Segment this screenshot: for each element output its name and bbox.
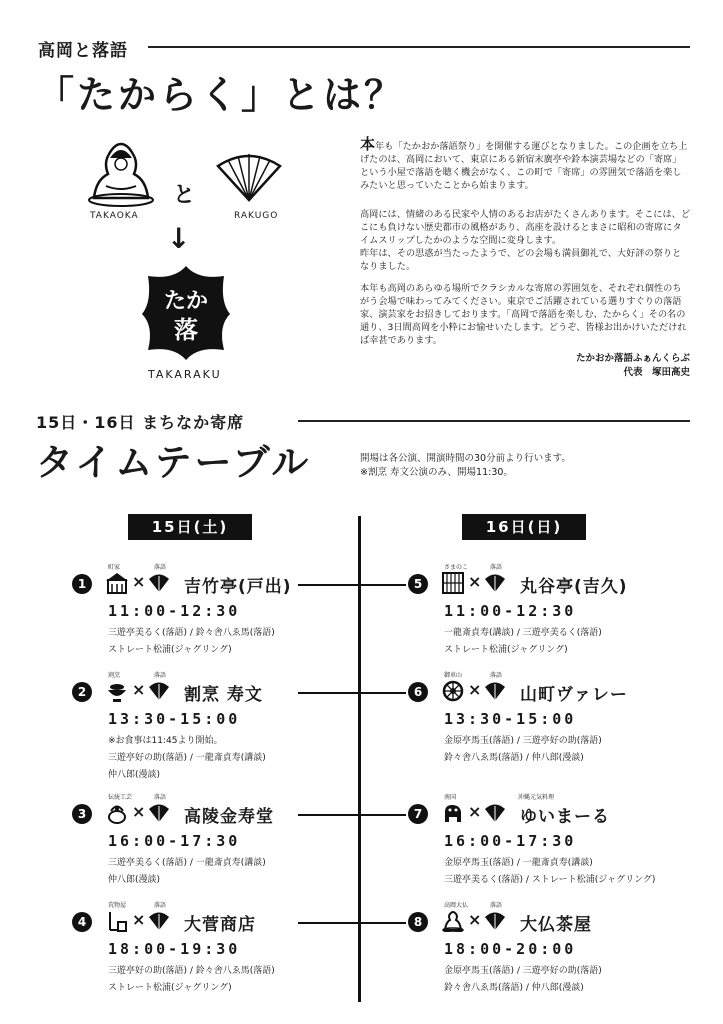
performer-line: 金原亭馬玉(落語) / 一龍斎貞寿(講談) (444, 858, 593, 868)
connector-line (298, 922, 406, 924)
note-line-1: 開場は各公演、開演時間の30分前より行います。 (360, 453, 571, 464)
signature-org: たかおか落語ふぁんくらぶ (575, 353, 690, 364)
rakugo-tag: 落語 (154, 672, 167, 679)
timetable-note (360, 452, 680, 480)
connector-line (298, 814, 406, 816)
performance-time: 16:00-17:30 (444, 832, 577, 850)
connector-line (298, 584, 406, 586)
venue-tag: 伝統工芸 (108, 794, 133, 801)
section-kicker: 高岡と落語 (38, 41, 128, 61)
venue-tag: 御車山 (444, 672, 463, 679)
day-badge-15: 15日(土) (128, 514, 252, 540)
connector-line (298, 692, 406, 694)
performer-line: 三遊亭美るく(落語) / 鈴々舎八ゑ馬(落語) (108, 628, 275, 638)
venue-name: 割烹 寿文 (184, 685, 263, 705)
performer-line: 鈴々舎八ゑ馬(落語) / 仲八郎(漫談) (444, 753, 584, 763)
takaraku-label: TAKARAKU (148, 368, 222, 381)
cross-mark: × (468, 802, 482, 821)
intro-paragraph-3: 本年も高岡のあらゆる場所でクラシカルな寄席の雰囲気を、それぞれ個性のちがう会場で味わってみてください。東京でご活躍されている選りすぐりの落語家、演芸家をお招きしております。「高岡で落語を楽しむ、たからく」その名の通り、3日間高岡を小粋にお愉せいたします。どうぞ、皆様お出かけいただければ幸甚であります。 (360, 283, 687, 346)
rakugo-tag: 落語 (490, 564, 503, 571)
performer-line: 三遊亭好の助(落語) / 一龍斎貞寿(講談) (108, 753, 266, 763)
performer-line: 三遊亭好の助(落語) / 鈴々舎八ゑ馬(落語) (108, 966, 275, 976)
page-title: 「たからく」とは？ (36, 73, 406, 117)
fan-icon (148, 680, 170, 702)
fan-icon (484, 572, 506, 594)
venue-number: 7 (408, 804, 428, 824)
venue-tag: 割烹 (108, 672, 121, 679)
dropcap: 本 (360, 135, 376, 153)
shisa-icon (442, 802, 464, 824)
note-line-2: ※割烹 寿文公演のみ、開場11:30。 (360, 467, 513, 478)
lattice-icon (442, 572, 464, 594)
fan-icon (148, 802, 170, 824)
performer-line: 仲八郎(漫談) (108, 770, 161, 780)
buddha-icon (442, 910, 464, 932)
performance-time: 16:00-17:30 (108, 832, 241, 850)
venue-name: 大仏茶屋 (520, 915, 592, 935)
takaoka-label: TAKAOKA (90, 211, 139, 221)
down-arrow-icon: ↓ (167, 222, 191, 255)
performance-time: 18:00-20:00 (444, 940, 577, 958)
takaraku-logo (138, 262, 234, 362)
fan-icon (484, 910, 506, 932)
performer-line: ストレート松浦(ジャグリング) (108, 645, 232, 655)
signature-name: 代表 塚田高史 (623, 367, 690, 378)
intro-paragraph-2 (360, 208, 690, 273)
timetable-kicker: 15日・16日 まちなか寄席 (36, 413, 245, 432)
intro-text-1: 年も「たかおか落語祭り」を開催する運びとなりました。この企画を立ち上げたのは、高岡において、東京にある新宿末廣亭や鈴本演芸場などの「寄席」という小屋で落語を聴く機会がなく、この町で「寄席」の雰囲気で落語を楽しみたいと思っていたことから始まります。 (360, 141, 688, 191)
performer-line: ストレート松浦(ジャグリング) (108, 983, 232, 993)
performance-time: 13:30-15:00 (108, 710, 241, 728)
performer-line: 仲八郎(漫談) (108, 875, 161, 885)
venue-tag: 荒物屋 (108, 902, 127, 909)
cross-mark: × (132, 680, 146, 699)
connector-text: と (173, 183, 196, 208)
venue-number: 5 (408, 574, 428, 594)
rakugo-tag: 落語 (490, 672, 503, 679)
cross-mark: × (468, 680, 482, 699)
rakugo-label: RAKUGO (234, 211, 279, 221)
venue-name: ゆいまーる (520, 807, 610, 827)
cross-mark: × (132, 910, 146, 929)
venue-name: 大菅商店 (184, 915, 256, 935)
day-badge-16: 16日(日) (462, 514, 586, 540)
performer-line: 三遊亭美るく(落語) / ストレート松浦(ジャグリング) (444, 875, 656, 885)
fan-icon (148, 572, 170, 594)
cross-mark: × (468, 910, 482, 929)
venue-tag: 南国 (444, 794, 457, 801)
wheel-icon (442, 680, 464, 702)
venue-number: 2 (72, 682, 92, 702)
venue-number: 1 (72, 574, 92, 594)
performance-time: 18:00-19:30 (108, 940, 241, 958)
rakugo-tag: 落語 (490, 902, 503, 909)
bowl-icon (106, 680, 128, 702)
fan-icon (148, 910, 170, 932)
venue-name: 丸谷亭(吉久) (520, 577, 628, 597)
venue-number: 6 (408, 682, 428, 702)
daibutsu-icon (86, 140, 156, 208)
venue-tag: 高岡大仏 (444, 902, 469, 909)
intro-text-2: 高岡には、情緒のある民家や人情のあるお店がたくさんあります。そこには、どこにも負けない歴史都市の風格があり、高座を設けるとまさに昭和の寄席にタイムスリップしたかのような空間に変身します。 (360, 209, 691, 246)
venue-tag-2: 沖縄元気料理 (518, 794, 555, 801)
performer-line: ※お食事は11:45より開始。 (108, 736, 223, 746)
performer-line: 鈴々舎八ゑ馬(落語) / 仲八郎(漫談) (444, 983, 584, 993)
divider (298, 420, 690, 422)
fan-icon (484, 802, 506, 824)
kettle-icon (106, 802, 128, 824)
performance-time: 13:30-15:00 (444, 710, 577, 728)
venue-number: 3 (72, 804, 92, 824)
logo-text-1: たか (163, 289, 209, 314)
performance-time: 11:00-12:30 (108, 602, 241, 620)
rakugo-tag: 落語 (154, 794, 167, 801)
intro-text-2b: 昨年は、その思惑が当たったようで、どの会場も満員御礼で、大好評の祭りとなりました。 (360, 248, 682, 272)
performer-line: ストレート松浦(ジャグリング) (444, 645, 568, 655)
venue-name: 山町ヴァレー (520, 685, 628, 705)
venue-number: 4 (72, 912, 92, 932)
logo-text-2: 落 (174, 316, 198, 344)
intro-paragraph-1 (360, 135, 690, 192)
venue-name: 吉竹亭(戸出) (184, 577, 292, 597)
venue-tag: さまのこ (444, 564, 469, 571)
performer-line: 金原亭馬玉(落語) / 三遊亭好の助(落語) (444, 966, 602, 976)
cross-mark: × (468, 572, 482, 591)
cross-mark: × (132, 802, 146, 821)
performer-line: 金原亭馬玉(落語) / 三遊亭好の助(落語) (444, 736, 602, 746)
performer-line: 三遊亭美るく(落語) / 一龍斎貞寿(講談) (108, 858, 266, 868)
townhouse-icon (106, 572, 128, 594)
fan-icon (216, 152, 282, 202)
broom-icon (106, 910, 128, 932)
cross-mark: × (132, 572, 146, 591)
venue-number: 8 (408, 912, 428, 932)
venue-tag: 町家 (108, 564, 121, 571)
venue-name: 高陵金寿堂 (184, 807, 274, 827)
rakugo-tag: 落語 (154, 564, 167, 571)
timetable-title: タイムテーブル (36, 441, 312, 484)
timeline-spine (358, 516, 361, 1002)
performance-time: 11:00-12:30 (444, 602, 577, 620)
signature (360, 352, 690, 380)
rakugo-tag: 落語 (154, 902, 167, 909)
fan-icon (484, 680, 506, 702)
divider (148, 46, 690, 48)
performer-line: 一龍斎貞寿(講談) / 三遊亭美るく(落語) (444, 628, 602, 638)
